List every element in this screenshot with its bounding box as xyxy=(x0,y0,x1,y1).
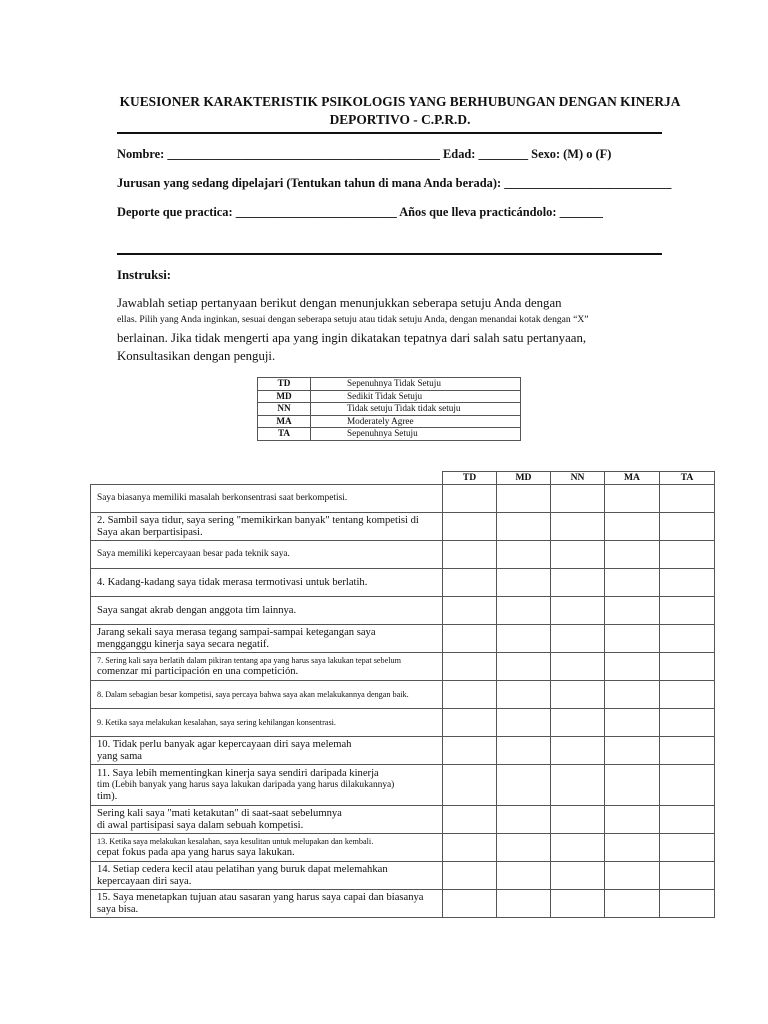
header-blank xyxy=(91,472,443,485)
question-text xyxy=(91,653,443,681)
answer-box-ta[interactable] xyxy=(660,625,715,653)
question-text xyxy=(91,806,443,834)
legend-row xyxy=(258,390,521,403)
question-line: kepercayaan diri saya. xyxy=(97,875,192,887)
answer-box-md[interactable] xyxy=(497,709,551,737)
header-md: MD xyxy=(497,472,551,485)
answer-box-ta[interactable] xyxy=(660,862,715,890)
question-row xyxy=(91,485,715,513)
answer-box-ma[interactable] xyxy=(605,681,660,709)
answer-box-nn[interactable] xyxy=(551,765,605,806)
question-row xyxy=(91,625,715,653)
answer-box-ma[interactable] xyxy=(605,862,660,890)
top-rule xyxy=(117,132,662,134)
question-line: Saya sangat akrab dengan anggota tim lainnya. xyxy=(97,604,297,616)
header-nn: NN xyxy=(551,472,605,485)
answer-box-md[interactable] xyxy=(497,862,551,890)
question-text xyxy=(91,834,443,862)
answer-box-nn[interactable] xyxy=(551,653,605,681)
answer-box-md[interactable] xyxy=(497,569,551,597)
question-line: 14. Setiap cedera kecil atau pelatihan yang buruk dapat melemahkan xyxy=(97,863,388,875)
question-line: 15. Saya menetapkan tujuan atau sasaran yang harus saya capai dan biasanya xyxy=(97,891,424,903)
answer-box-nn[interactable] xyxy=(551,485,605,513)
answer-box-md[interactable] xyxy=(497,485,551,513)
bottom-rule xyxy=(117,253,662,255)
answer-box-md[interactable] xyxy=(497,513,551,541)
question-row xyxy=(91,597,715,625)
question-text xyxy=(91,513,443,541)
question-line: di awal partisipasi saya dalam sebuah kompetisi. xyxy=(97,819,304,831)
legend-row xyxy=(258,378,521,391)
header-ma: MA xyxy=(605,472,660,485)
answer-box-md[interactable] xyxy=(497,834,551,862)
answer-box-ma[interactable] xyxy=(605,625,660,653)
question-line: Sering kali saya "mati ketakutan" di saat-saat sebelumnya xyxy=(97,807,342,819)
question-line: tim (Lebih banyak yang harus saya lakukan daripada yang harus dilakukannya) xyxy=(97,779,395,790)
question-row xyxy=(91,541,715,569)
answer-box-md[interactable] xyxy=(497,653,551,681)
question-row xyxy=(91,737,715,765)
nombre-edad-sexo-field[interactable]: Nombre: ____________________________________________ Edad: ________ Sexo: (M) o (F) xyxy=(117,147,612,161)
answer-box-ta[interactable] xyxy=(660,834,715,862)
question-line: 13. Ketika saya melakukan kesalahan, saya kesulitan untuk melupakan dan kembali. xyxy=(97,836,374,846)
answer-box-td[interactable] xyxy=(443,737,497,765)
answer-box-td[interactable] xyxy=(443,653,497,681)
question-text xyxy=(91,485,443,513)
instructions-line1: Jawablah setiap pertanyaan berikut dengan menunjukkan seberapa setuju Anda dengan xyxy=(117,296,562,310)
answer-box-nn[interactable] xyxy=(551,681,605,709)
legend-meaning: Sedikit Tidak Setuju xyxy=(311,390,521,403)
question-line: 7. Sering kali saya berlatih dalam pikiran tentang apa yang harus saya lakukan tepat sebelum xyxy=(97,655,401,665)
instructions-line4: Konsultasikan dengan penguji. xyxy=(117,349,276,363)
question-text xyxy=(91,737,443,765)
answer-box-md[interactable] xyxy=(497,765,551,806)
answer-box-ma[interactable] xyxy=(605,569,660,597)
instructions-line2: ellas. Pilih yang Anda inginkan, sesuai dengan seberapa setuju atau tidak setuju Anda, dengan menandai kotak dengan “X” xyxy=(117,314,589,325)
question-row xyxy=(91,653,715,681)
answer-box-td[interactable] xyxy=(443,681,497,709)
answer-box-nn[interactable] xyxy=(551,569,605,597)
answer-box-ta[interactable] xyxy=(660,765,715,806)
question-line: tim). xyxy=(97,790,118,802)
answer-box-nn[interactable] xyxy=(551,625,605,653)
answer-box-ta[interactable] xyxy=(660,890,715,918)
question-text xyxy=(91,625,443,653)
legend-code: TD xyxy=(258,378,311,391)
legend-meaning: Moderately Agree xyxy=(311,415,521,428)
question-row xyxy=(91,513,715,541)
answer-box-nn[interactable] xyxy=(551,806,605,834)
legend-meaning: Tidak setuju Tidak tidak setuju xyxy=(311,403,521,416)
instructions-heading: Instruksi: xyxy=(117,268,172,282)
answer-box-td[interactable] xyxy=(443,569,497,597)
question-line: 4. Kadang-kadang saya tidak merasa termotivasi untuk berlatih. xyxy=(97,576,368,588)
answer-box-ma[interactable] xyxy=(605,709,660,737)
answer-box-ta[interactable] xyxy=(660,737,715,765)
answer-box-ma[interactable] xyxy=(605,834,660,862)
answer-box-nn[interactable] xyxy=(551,513,605,541)
legend-row xyxy=(258,415,521,428)
instructions-line3: berlainan. Jika tidak mengerti apa yang ingin dikatakan tepatnya dari salah satu pertanyaan, xyxy=(117,331,587,345)
answer-box-td[interactable] xyxy=(443,597,497,625)
answer-box-td[interactable] xyxy=(443,625,497,653)
question-row xyxy=(91,890,715,918)
question-row xyxy=(91,806,715,834)
question-text xyxy=(91,890,443,918)
question-text xyxy=(91,597,443,625)
legend-code: MA xyxy=(258,415,311,428)
legend-row xyxy=(258,403,521,416)
question-line: comenzar mi participación en una competición. xyxy=(97,665,299,677)
answer-box-nn[interactable] xyxy=(551,597,605,625)
question-line: Saya memiliki kepercayaan besar pada teknik saya. xyxy=(97,549,290,559)
answer-box-md[interactable] xyxy=(497,890,551,918)
answer-box-ta[interactable] xyxy=(660,709,715,737)
answer-box-ta[interactable] xyxy=(660,513,715,541)
answer-box-td[interactable] xyxy=(443,709,497,737)
answer-box-td[interactable] xyxy=(443,541,497,569)
question-line: yang sama xyxy=(97,750,143,762)
answer-box-ma[interactable] xyxy=(605,890,660,918)
answer-box-td[interactable] xyxy=(443,765,497,806)
answer-box-ta[interactable] xyxy=(660,681,715,709)
answer-box-md[interactable] xyxy=(497,541,551,569)
scale-header-row xyxy=(91,472,715,485)
answer-box-nn[interactable] xyxy=(551,709,605,737)
answer-box-td[interactable] xyxy=(443,485,497,513)
legend-code: NN xyxy=(258,403,311,416)
answer-box-ma[interactable] xyxy=(605,541,660,569)
questionnaire-table xyxy=(90,471,715,918)
answer-box-ma[interactable] xyxy=(605,806,660,834)
questionnaire-title-line2: DEPORTIVO - C.P.R.D. xyxy=(329,112,471,127)
answer-box-ta[interactable] xyxy=(660,806,715,834)
answer-box-nn[interactable] xyxy=(551,541,605,569)
answer-box-ma[interactable] xyxy=(605,597,660,625)
question-line: 9. Ketika saya melakukan kesalahan, saya sering kehilangan konsentrasi. xyxy=(97,717,336,727)
answer-box-ta[interactable] xyxy=(660,485,715,513)
answer-box-ta[interactable] xyxy=(660,541,715,569)
answer-box-ma[interactable] xyxy=(605,737,660,765)
question-line: 2. Sambil saya tidur, saya sering "memikirkan banyak" tentang kompetisi di xyxy=(97,514,419,526)
answer-box-ta[interactable] xyxy=(660,653,715,681)
question-line: cepat fokus pada apa yang harus saya lakukan. xyxy=(97,846,295,858)
legend-meaning: Sepenuhnya Tidak Setuju xyxy=(311,378,521,391)
header-ta: TA xyxy=(660,472,715,485)
legend-code: MD xyxy=(258,390,311,403)
answer-box-md[interactable] xyxy=(497,625,551,653)
answer-box-td[interactable] xyxy=(443,862,497,890)
question-line: 8. Dalam sebagian besar kompetisi, saya percaya bahwa saya akan melakukannya dengan baik. xyxy=(97,689,409,699)
question-row xyxy=(91,765,715,806)
question-line: saya bisa. xyxy=(97,903,139,915)
answer-box-nn[interactable] xyxy=(551,862,605,890)
answer-box-md[interactable] xyxy=(497,681,551,709)
question-line: Saya akan berpartisipasi. xyxy=(97,526,203,538)
question-line: mengganggu kinerja saya secara negatif. xyxy=(97,638,270,650)
question-text xyxy=(91,681,443,709)
question-text xyxy=(91,862,443,890)
legend-code: TA xyxy=(258,428,311,441)
answer-box-md[interactable] xyxy=(497,806,551,834)
answer-box-ta[interactable] xyxy=(660,597,715,625)
answer-box-td[interactable] xyxy=(443,806,497,834)
answer-box-ma[interactable] xyxy=(605,653,660,681)
question-line: 10. Tidak perlu banyak agar kepercayaan diri saya melemah xyxy=(97,738,352,750)
answer-box-nn[interactable] xyxy=(551,737,605,765)
question-row xyxy=(91,569,715,597)
question-line: Saya biasanya memiliki masalah berkonsentrasi saat berkompetisi. xyxy=(97,493,348,503)
header-td: TD xyxy=(443,472,497,485)
answer-box-ma[interactable] xyxy=(605,513,660,541)
answer-box-md[interactable] xyxy=(497,597,551,625)
answer-box-ma[interactable] xyxy=(605,485,660,513)
question-row xyxy=(91,681,715,709)
answer-box-ta[interactable] xyxy=(660,569,715,597)
questionnaire-title-line1: KUESIONER KARAKTERISTIK PSIKOLOGIS YANG BERHUBUNGAN DENGAN KINERJA xyxy=(119,94,681,109)
answer-box-td[interactable] xyxy=(443,513,497,541)
answer-box-td[interactable] xyxy=(443,890,497,918)
question-row xyxy=(91,709,715,737)
legend-row xyxy=(258,428,521,441)
answer-box-ma[interactable] xyxy=(605,765,660,806)
question-line: Jarang sekali saya merasa tegang sampai-sampai ketegangan saya xyxy=(97,626,376,638)
jurusan-field[interactable]: Jurusan yang sedang dipelajari (Tentukan tahun di mana Anda berada): ___________________________ xyxy=(117,176,672,190)
question-text xyxy=(91,709,443,737)
deporte-field[interactable]: Deporte que practica: __________________________ Años que lleva practicándolo: _______ xyxy=(117,205,603,219)
question-text xyxy=(91,765,443,806)
question-text xyxy=(91,569,443,597)
question-line: 11. Saya lebih mementingkan kinerja saya sendiri daripada kinerja xyxy=(97,767,379,779)
answer-box-nn[interactable] xyxy=(551,890,605,918)
answer-box-nn[interactable] xyxy=(551,834,605,862)
answer-box-td[interactable] xyxy=(443,834,497,862)
legend-meaning: Sepenuhnya Setuju xyxy=(311,428,521,441)
question-text xyxy=(91,541,443,569)
question-row xyxy=(91,862,715,890)
question-row xyxy=(91,834,715,862)
answer-box-md[interactable] xyxy=(497,737,551,765)
scale-legend-table xyxy=(257,377,521,441)
